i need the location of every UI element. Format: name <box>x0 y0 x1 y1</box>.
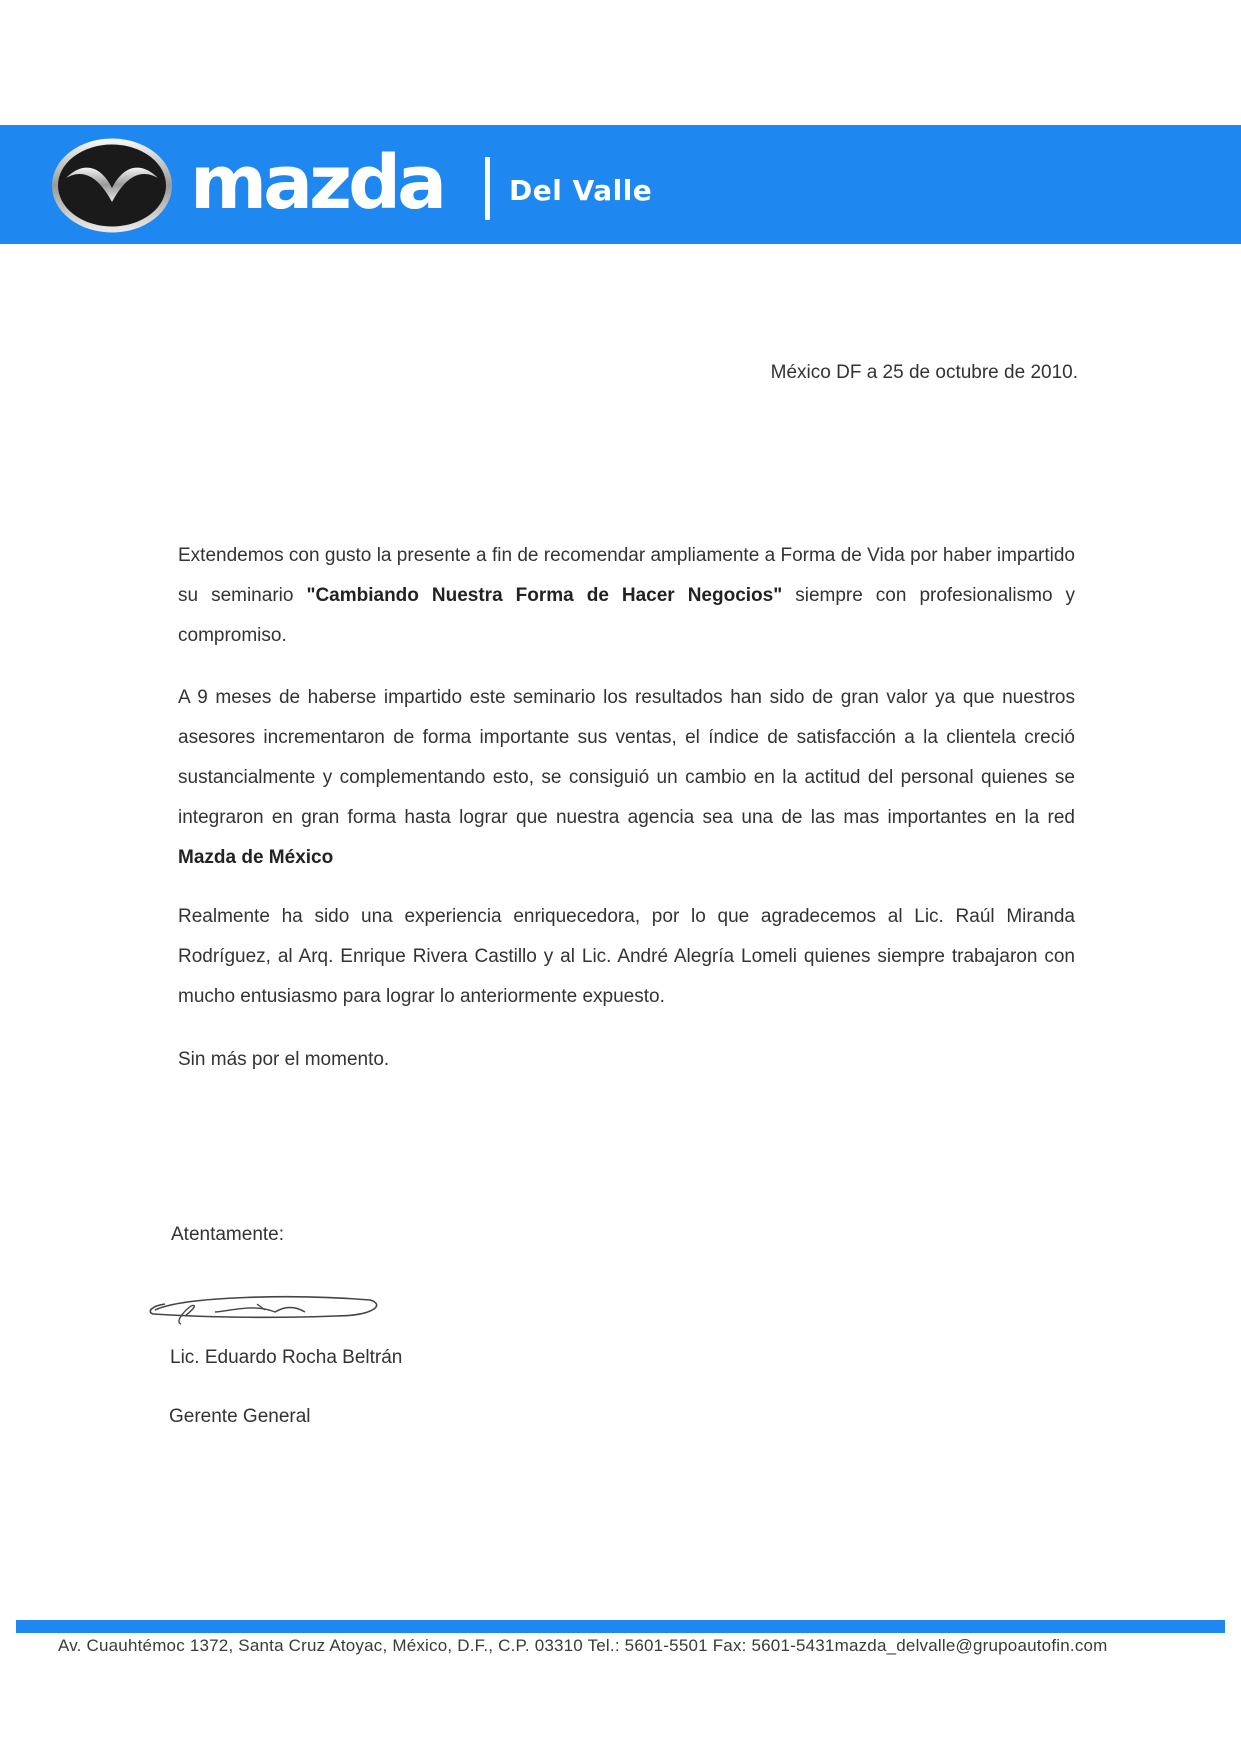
handwritten-signature <box>145 1282 385 1332</box>
paragraph-text: Extendemos con gusto la presente a fin de recomendar ampliamente a Forma de Vida por haber impartido su seminario <box>178 545 1075 606</box>
paragraph-text: A 9 meses de haberse impartido este seminario los resultados han sido de gran valor ya que nuestros asesores incrementaron de forma importante sus ventas, el índice de satisfacción a la clientela creció sustancialmente y complementando esto, se consiguió un cambio en la actitud del personal quienes se integraron en gran forma hasta lograr que nuestra agencia sea una de las mas importantes en la red <box>178 687 1075 828</box>
footer-rule <box>16 1620 1225 1633</box>
paragraph-recommendation <box>178 536 1075 656</box>
paragraph-results <box>178 678 1075 878</box>
header-divider <box>485 157 490 220</box>
closing-salutation: Atentamente: <box>171 1224 285 1245</box>
mazda-emblem-icon <box>52 138 172 233</box>
seminar-title: "Cambiando Nuestra Forma de Hacer Negocios" <box>306 585 783 606</box>
svg-text:mazda: mazda <box>190 150 444 220</box>
mazda-wordmark <box>190 150 470 220</box>
footer-address: Av. Cuauhtémoc 1372, Santa Cruz Atoyac, México, D.F., C.P. 03310 Tel.: 5601-5501 Fax: 5601-5431mazda_delvalle@grupoautofin.com <box>58 1636 1108 1655</box>
dealer-name: Del Valle <box>509 174 653 207</box>
signer-title: Gerente General <box>169 1406 311 1427</box>
letter-date: México DF a 25 de octubre de 2010. <box>770 362 1078 383</box>
network-name: Mazda de México <box>178 847 334 868</box>
paragraph-farewell: Sin más por el momento. <box>178 1049 390 1070</box>
paragraph-text: siempre con profesionalismo y compromiso. <box>178 585 1076 646</box>
signer-name: Lic. Eduardo Rocha Beltrán <box>170 1347 403 1368</box>
paragraph-thanks: Realmente ha sido una experiencia enriquecedora, por lo que agradecemos al Lic. Raúl Miranda Rodríguez, al Arq. Enrique Rivera Castillo y al Lic. André Alegría Lomeli quienes siempre trabajaron con mucho entusiasmo para lograr lo anteriormente expuesto. <box>178 906 1075 1007</box>
